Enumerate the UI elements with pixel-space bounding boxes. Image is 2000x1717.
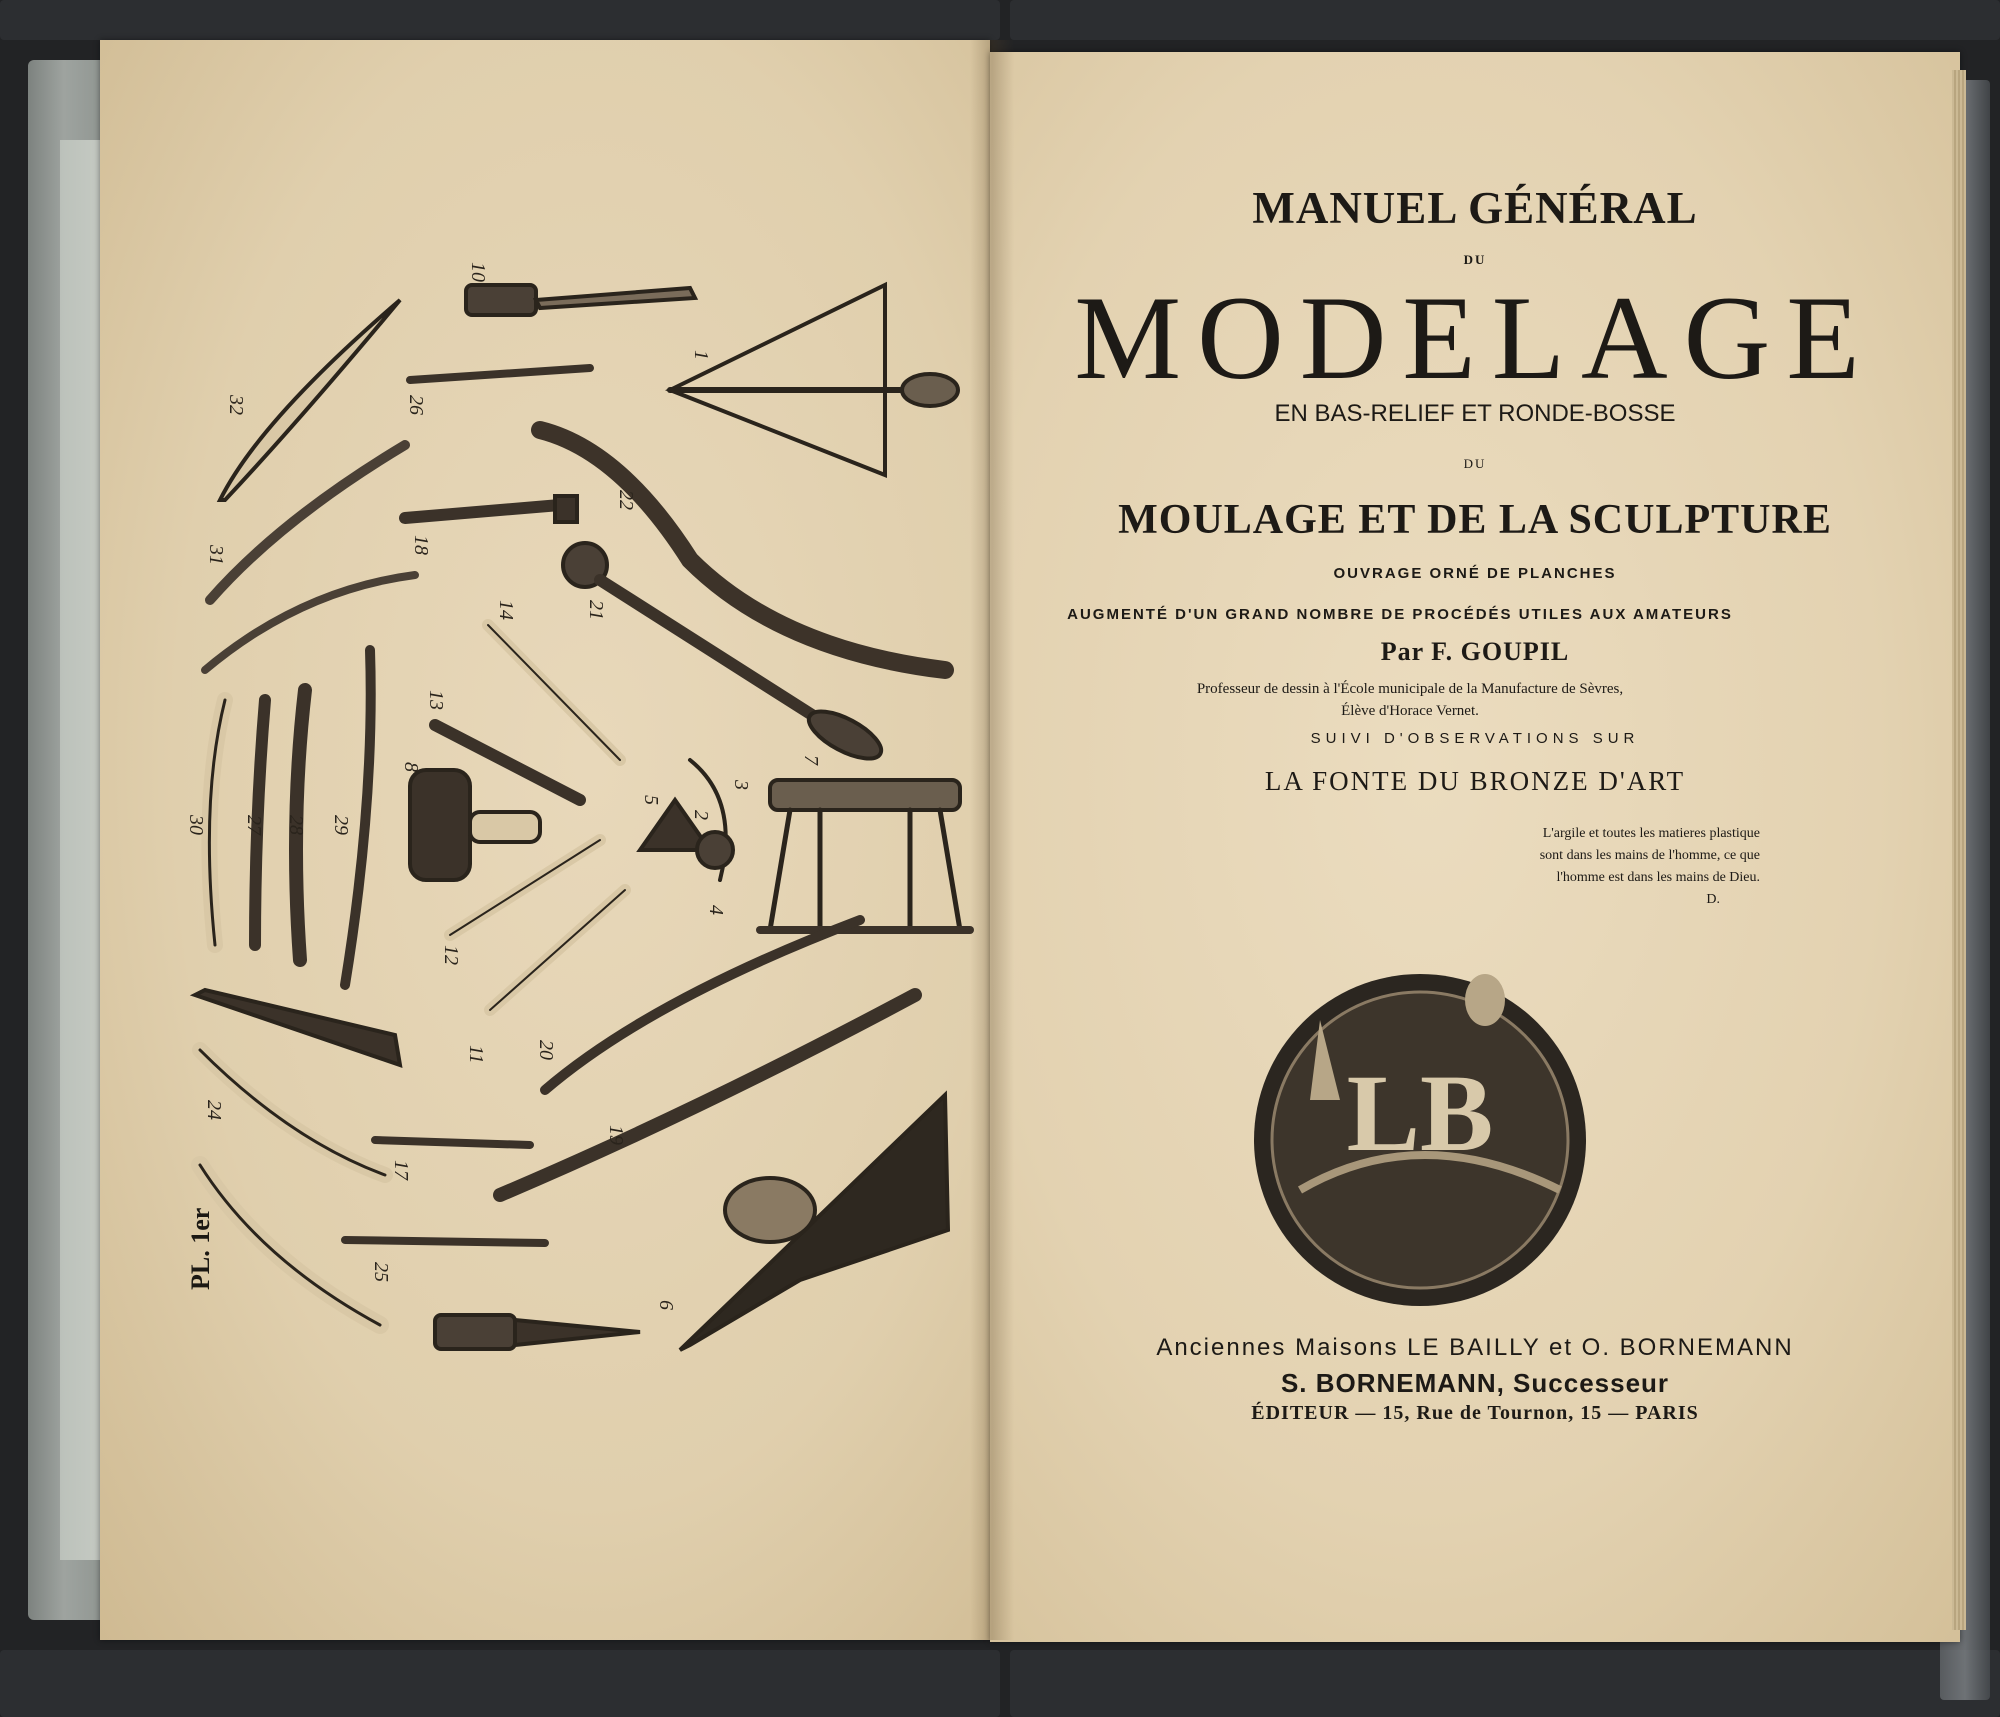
author-credentials — [1100, 678, 1720, 722]
plate-number: 26 — [405, 395, 427, 415]
tool-20 — [545, 920, 860, 1090]
tool-6-panel — [680, 1095, 948, 1350]
tool-24 — [200, 1050, 385, 1175]
tool-30 — [205, 575, 415, 670]
subtitle: EN BAS-RELIEF ET RONDE-BOSSE — [1274, 400, 1676, 427]
suivi-line: SUIVI D'OBSERVATIONS SUR — [1310, 730, 1640, 747]
plate-number: 5 — [640, 795, 662, 805]
plate-number: 19 — [605, 1125, 627, 1145]
plate-number: 28 — [285, 815, 307, 835]
plate-number: 21 — [585, 600, 607, 620]
plate-number: 11 — [465, 1045, 487, 1064]
tool-chisel-blade — [515, 1320, 640, 1345]
tool-17 — [375, 1140, 530, 1145]
quote-line: l'homme est dans les mains de Dieu. — [1556, 870, 1760, 885]
tool-8-head — [410, 770, 470, 880]
fonte-line: LA FONTE DU BRONZE D'ART — [1264, 766, 1686, 796]
tool-spatula — [200, 1165, 380, 1325]
plate-number: 27 — [243, 815, 265, 835]
plate-number: 17 — [390, 1160, 412, 1180]
publisher-line-2: S. BORNEMANN, Successeur — [1280, 1368, 1670, 1398]
secondary-title: MOULAGE ET DE LA SCULPTURE — [1118, 497, 1832, 543]
plate-label: PL. 1er — [186, 1207, 215, 1290]
author-role-line: Professeur de dessin à l'École municipale de la Manufacture de Sèvres, — [1196, 681, 1624, 697]
plate-number: 13 — [425, 690, 447, 710]
title-du-2: DU — [1463, 456, 1487, 471]
publisher-address: ÉDITEUR — 15, Rue de Tournon, 15 — PARIS — [1251, 1402, 1699, 1424]
plate-number: 4 — [705, 905, 727, 915]
plate-number: 3 — [730, 780, 752, 790]
publisher-emblem — [1254, 974, 1586, 1306]
tool-10-handle — [466, 285, 536, 315]
quote-line: sont dans les mains de l'homme, ce que — [1539, 848, 1760, 863]
main-title: MODELAGE — [1074, 271, 1876, 404]
tool-25 — [345, 1240, 545, 1243]
plate-number: 22 — [615, 490, 637, 510]
tool-23 — [195, 990, 400, 1065]
tool-18 — [405, 505, 560, 518]
plate-number: 31 — [205, 545, 227, 565]
tool-7-legs — [770, 810, 960, 930]
tool-14-outline — [488, 625, 620, 760]
tool-19 — [500, 995, 915, 1195]
plate-number: 12 — [440, 945, 462, 965]
title-line-manuel: MANUEL GÉNÉRAL — [1252, 183, 1698, 233]
emblem-bust — [1465, 974, 1505, 1026]
tool-armature-ball — [697, 832, 733, 868]
plate-number: 1 — [690, 350, 712, 360]
title-du-1: DU — [1463, 252, 1487, 267]
plate-number: 30 — [185, 815, 207, 835]
plate-number: 24 — [203, 1100, 225, 1120]
tool-11-outline — [490, 890, 625, 1010]
tool-7-top — [770, 780, 960, 810]
tool-8-handle — [470, 812, 540, 842]
tool-10-blade — [536, 288, 695, 308]
tool-12-outline — [450, 840, 600, 935]
plate-number: 20 — [535, 1040, 557, 1060]
tool-26 — [410, 368, 590, 380]
plate-number: 10 — [467, 262, 489, 282]
tool-18-end — [555, 496, 577, 522]
plate-number: 6 — [655, 1300, 677, 1310]
author-role-line: Élève d'Horace Vernet. — [1341, 703, 1479, 719]
quote-line: L'argile et toutes les matieres plastique — [1542, 826, 1760, 841]
ouvrage-line: OUVRAGE ORNÉ DE PLANCHES — [1333, 565, 1617, 582]
tool-1-knob — [902, 374, 958, 406]
tool-chisel-handle — [435, 1315, 515, 1349]
emblem-monogram: LB — [1346, 1052, 1494, 1174]
epigraph-quote — [1460, 823, 1760, 911]
plate-number: 8 — [400, 762, 422, 772]
publisher-line-1: Anciennes Maisons LE BAILLY et O. BORNEMANN — [1156, 1334, 1794, 1361]
plate-number: 2 — [690, 810, 712, 820]
plate-number: 29 — [330, 815, 352, 835]
author-line: Par F. GOUPIL — [1380, 637, 1570, 666]
plate-number: 14 — [495, 600, 517, 620]
quote-signature: D. — [1706, 892, 1720, 907]
tool-21-shaft — [600, 580, 820, 720]
augmente-line: AUGMENTÉ D'UN GRAND NOMBRE DE PROCÉDÉS UTILES AUX AMATEURS — [1067, 606, 1733, 623]
plate-number: 18 — [410, 535, 432, 555]
plate-number: 32 — [225, 395, 247, 415]
tool-1-frame — [670, 285, 885, 475]
plate-number: 25 — [370, 1262, 392, 1282]
plate-number: 7 — [800, 755, 822, 765]
tool-6-relief — [725, 1178, 815, 1242]
